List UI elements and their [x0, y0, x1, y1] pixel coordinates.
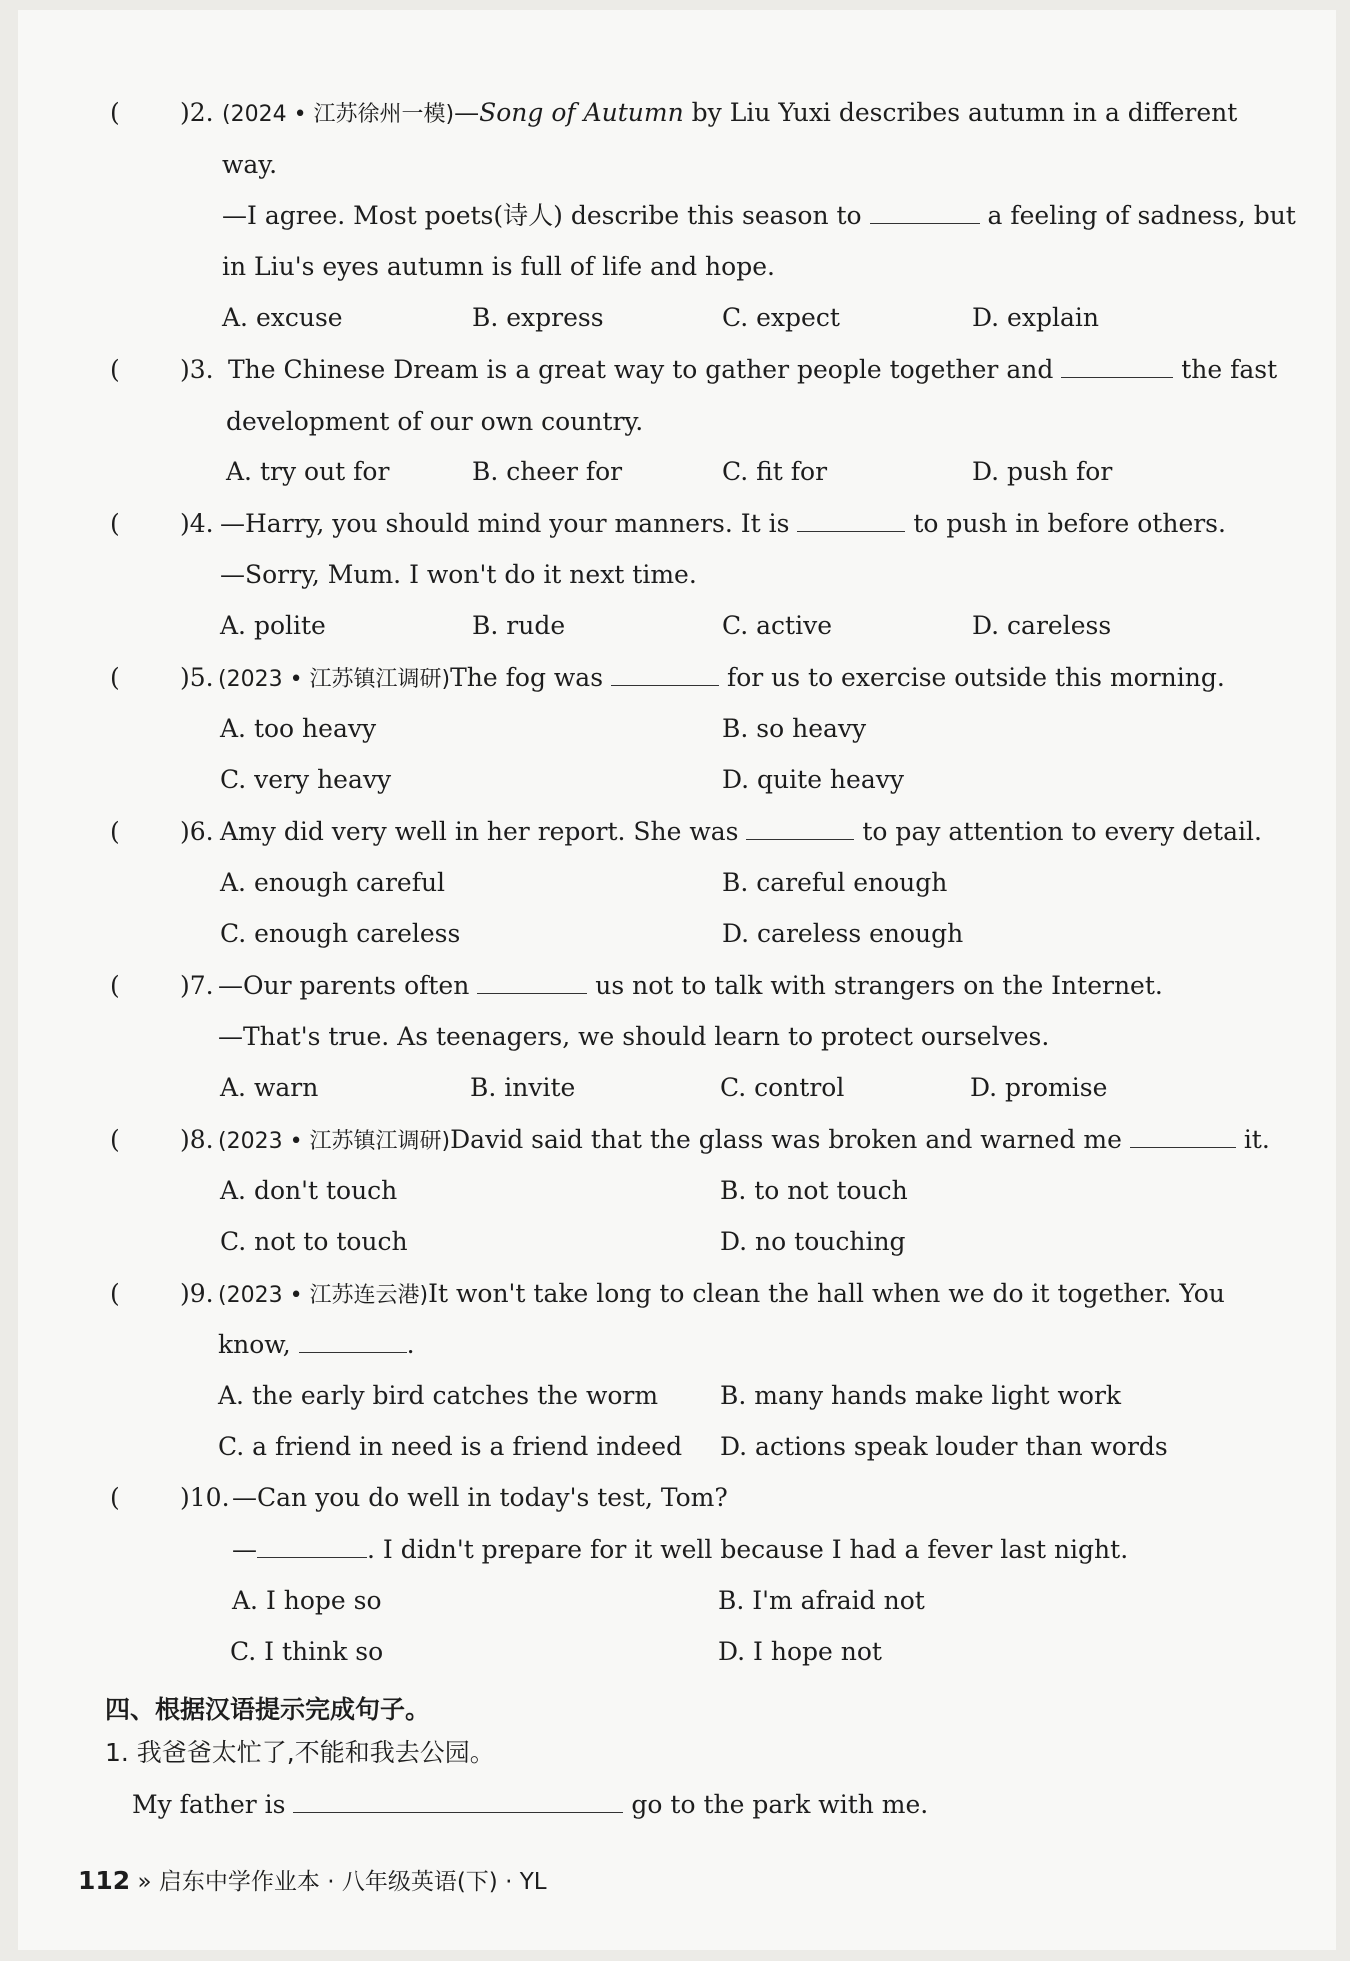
answer-paren-open: (	[110, 509, 120, 538]
option-c: C. active	[722, 611, 832, 640]
question-line: (2024 • 江苏徐州一模)—Song of Autumn by Liu Yuxi describes autumn in a different	[222, 98, 1238, 127]
option-b: B. cheer for	[472, 457, 623, 486]
answer-blank[interactable]	[611, 663, 719, 686]
option-a: A. don't touch	[220, 1176, 398, 1205]
book-title: 启东中学作业本 · 八年级英语(下) · YL	[158, 1869, 547, 1895]
option-c: C. a friend in need is a friend indeed	[218, 1432, 683, 1461]
question-line: know, .	[218, 1330, 415, 1359]
option-b: B. to not touch	[720, 1176, 908, 1205]
question-number: )10.	[180, 1483, 230, 1512]
question-number: )4.	[180, 509, 214, 538]
option-c: C. not to touch	[220, 1227, 408, 1256]
option-a: A. excuse	[222, 303, 343, 332]
option-b: B. rude	[472, 611, 566, 640]
question-number: )6.	[180, 817, 214, 846]
double-chevron-icon: »	[137, 1869, 152, 1895]
answer-blank[interactable]	[870, 201, 980, 224]
option-c: C. expect	[722, 303, 840, 332]
option-d: D. quite heavy	[722, 765, 904, 794]
poem-title: Song of Autumn	[479, 98, 684, 127]
option-b: B. invite	[470, 1073, 576, 1102]
option-b: B. careful enough	[722, 868, 948, 897]
option-c: C. fit for	[722, 457, 828, 486]
question-line: —I agree. Most poets(诗人) describe this season to a feeling of sadness, but	[222, 201, 1296, 230]
option-d: D. careless enough	[722, 919, 964, 948]
page-number: 112	[78, 1866, 131, 1895]
answer-paren-open: (	[110, 355, 120, 384]
question-number: )8.	[180, 1125, 214, 1154]
answer-blank[interactable]	[1130, 1125, 1236, 1148]
source-tag: (2023 • 江苏连云港)	[218, 1283, 429, 1308]
question-line: (2023 • 江苏镇江调研)The fog was for us to exercise outside this morning.	[218, 663, 1225, 692]
question-number: )2.	[180, 98, 214, 127]
option-b: B. so heavy	[722, 714, 867, 743]
section-heading: 四、根据汉语提示完成句子。	[105, 1695, 431, 1724]
option-a: A. I hope so	[232, 1586, 382, 1615]
question-number: )3.	[180, 355, 214, 384]
question-line: way.	[222, 150, 278, 179]
question-line: (2023 • 江苏镇江调研)David said that the glass was broken and warned me it.	[218, 1125, 1270, 1154]
question-line: in Liu's eyes autumn is full of life and hope.	[222, 252, 775, 281]
option-b: B. express	[472, 303, 604, 332]
option-c: C. I think so	[230, 1637, 384, 1666]
answer-paren-open: (	[110, 1483, 120, 1512]
answer-paren-open: (	[110, 1125, 120, 1154]
question-number: )7.	[180, 971, 214, 1000]
option-d: D. I hope not	[718, 1637, 882, 1666]
answer-paren-open: (	[110, 817, 120, 846]
option-d: D. careless	[972, 611, 1112, 640]
option-a: A. try out for	[226, 457, 390, 486]
option-c: C. very heavy	[220, 765, 392, 794]
answer-paren-open: (	[110, 971, 120, 1000]
option-d: D. promise	[970, 1073, 1108, 1102]
page-footer	[78, 1863, 547, 1896]
answer-paren-open: (	[110, 98, 120, 127]
question-line: —Our parents often us not to talk with strangers on the Internet.	[218, 971, 1163, 1000]
option-a: A. warn	[220, 1073, 319, 1102]
source-tag: (2023 • 江苏镇江调研)	[218, 667, 451, 692]
answer-paren-open: (	[110, 663, 120, 692]
option-a: A. enough careful	[220, 868, 446, 897]
answer-blank[interactable]	[293, 1790, 623, 1813]
question-number: )9.	[180, 1279, 214, 1308]
answer-blank[interactable]	[257, 1535, 367, 1558]
question-line: (2023 • 江苏连云港)It won't take long to clean the hall when we do it together. You	[218, 1279, 1225, 1308]
translation-line: My father is go to the park with me.	[132, 1790, 929, 1819]
question-line: —Harry, you should mind your manners. It is to push in before others.	[220, 509, 1226, 538]
question-line: Amy did very well in her report. She was to pay attention to every detail.	[220, 817, 1262, 846]
answer-blank[interactable]	[746, 817, 854, 840]
answer-blank[interactable]	[1061, 355, 1173, 378]
answer-blank[interactable]	[299, 1330, 407, 1353]
option-d: D. push for	[972, 457, 1113, 486]
option-a: A. too heavy	[220, 714, 377, 743]
source-tag: (2024 • 江苏徐州一模)	[222, 102, 455, 127]
question-number: )5.	[180, 663, 214, 692]
translation-prompt: 1. 我爸爸太忙了,不能和我去公园。	[105, 1738, 495, 1767]
option-a: A. polite	[220, 611, 326, 640]
answer-paren-open: (	[110, 1279, 120, 1308]
question-line: development of our own country.	[226, 407, 644, 436]
option-c: C. control	[720, 1073, 845, 1102]
option-b: B. many hands make light work	[720, 1381, 1122, 1410]
option-d: D. no touching	[720, 1227, 906, 1256]
source-tag: (2023 • 江苏镇江调研)	[218, 1129, 451, 1154]
question-line: —That's true. As teenagers, we should learn to protect ourselves.	[218, 1022, 1050, 1051]
option-c: C. enough careless	[220, 919, 461, 948]
question-line: — . I didn't prepare for it well because I had a fever last night.	[232, 1535, 1129, 1564]
question-line: The Chinese Dream is a great way to gather people together and the fast	[228, 355, 1278, 384]
question-line: —Can you do well in today's test, Tom?	[232, 1483, 728, 1512]
answer-blank[interactable]	[797, 509, 905, 532]
option-a: A. the early bird catches the worm	[218, 1381, 659, 1410]
question-line: —Sorry, Mum. I won't do it next time.	[220, 560, 697, 589]
answer-blank[interactable]	[477, 971, 587, 994]
option-b: B. I'm afraid not	[718, 1586, 925, 1615]
option-d: D. actions speak louder than words	[720, 1432, 1168, 1461]
option-d: D. explain	[972, 303, 1099, 332]
